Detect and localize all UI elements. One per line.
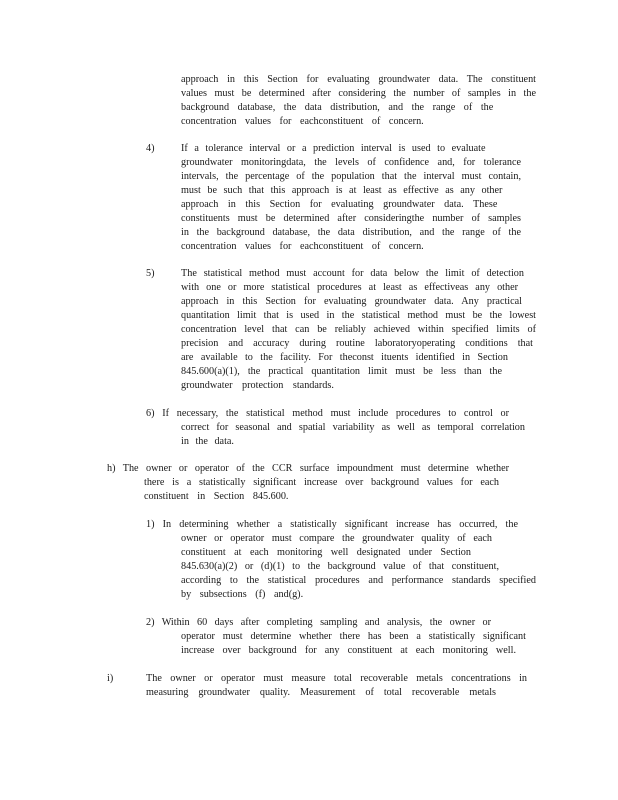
text-line: h) The owner or operator of the CCR surface impoundment must determine whether: [107, 463, 509, 474]
text-line: If a tolerance interval or a prediction interval is used to evaluate: [181, 143, 486, 154]
text-line: must be such that this approach is at least as effective as any other: [181, 185, 503, 196]
item-5-paragraph: [181, 267, 536, 393]
text-line: according to the statistical procedures and performance standards specified: [181, 575, 536, 586]
section-i-marker: i): [107, 673, 114, 684]
text-line: 1) In determining whether a statistically significant increase has occurred, the: [146, 519, 518, 530]
subsection-h1-paragraph: [146, 518, 541, 602]
text-line: correct for seasonal and spatial variability as well as temporal correlation: [181, 422, 525, 433]
text-line: concentration level that can be reliably achieved within specified limits of: [181, 324, 536, 335]
text-line: approach in this Section for evaluating groundwater data. These: [181, 199, 498, 210]
item-4-marker: 4): [146, 143, 155, 154]
text-line: measuring groundwater quality. Measurement of total recoverable metals: [146, 687, 496, 698]
item-5-marker: 5): [146, 268, 155, 279]
text-line: quantitation limit that is used in the statistical method must be the lowest: [181, 310, 536, 321]
text-line: are available to the facility. For theconst ituents identified in Section: [181, 352, 508, 363]
item-4-paragraph: [181, 142, 521, 254]
text-line: precision and accuracy during routine laboratoryoperating conditions that: [181, 338, 533, 349]
text-line: groundwater monitoringdata, the levels of confidence and, for tolerance: [181, 157, 521, 168]
text-line: increase over background for any constituent at each monitoring well.: [181, 645, 516, 656]
text-line: The owner or operator must measure total recoverable metals concentrations in: [146, 673, 527, 684]
text-line: owner or operator must compare the groundwater quality of each: [181, 533, 492, 544]
text-line: concentration values for eachconstituent of concern.: [181, 241, 424, 252]
text-line: 845.630(a)(2) or (d)(1) to the background value of that constituent,: [181, 561, 499, 572]
text-line: 6) If necessary, the statistical method must include procedures to control or: [146, 408, 509, 419]
text-line: approach in this Section for evaluating groundwater data. Any practical: [181, 296, 522, 307]
text-line: approach in this Section for evaluating groundwater data. The constituent: [181, 74, 536, 85]
text-line: The statistical method must account for data below the limit of detection: [181, 268, 524, 279]
text-line: concentration values for eachconstituent of concern.: [181, 116, 424, 127]
continuation-paragraph: [181, 73, 536, 129]
text-line: 845.600(a)(1), the practical quantitation limit must be less than the: [181, 366, 502, 377]
section-i-paragraph: [146, 672, 528, 700]
text-line: intervals, the percentage of the population that the interval must contain,: [181, 171, 521, 182]
text-line: groundwater protection standards.: [181, 380, 334, 391]
subsection-h2-paragraph: [146, 616, 526, 658]
text-line: constituent at each monitoring well designated under Section: [181, 547, 471, 558]
text-line: in the background database, the data distribution, and the range of the: [181, 227, 521, 238]
text-line: by subsections (f) and(g).: [181, 589, 304, 600]
text-line: background database, the data distribution, and the range of the: [181, 102, 494, 113]
text-line: values must be determined after considering the number of samples in the: [181, 88, 536, 99]
text-line: constituents must be determined after consideringthe number of samples: [181, 213, 521, 224]
text-line: constituent in Section 845.600.: [144, 491, 289, 502]
item-6-paragraph: [146, 407, 526, 449]
text-line: with one or more statistical procedures at least as effectiveas any other: [181, 282, 518, 293]
text-line: operator must determine whether there has been a statistically significant: [181, 631, 526, 642]
text-line: 2) Within 60 days after completing sampling and analysis, the owner or: [146, 617, 491, 628]
text-line: in the data.: [181, 436, 234, 447]
section-h-paragraph: [107, 462, 527, 504]
text-line: there is a statistically significant increase over background values for each: [144, 477, 499, 488]
